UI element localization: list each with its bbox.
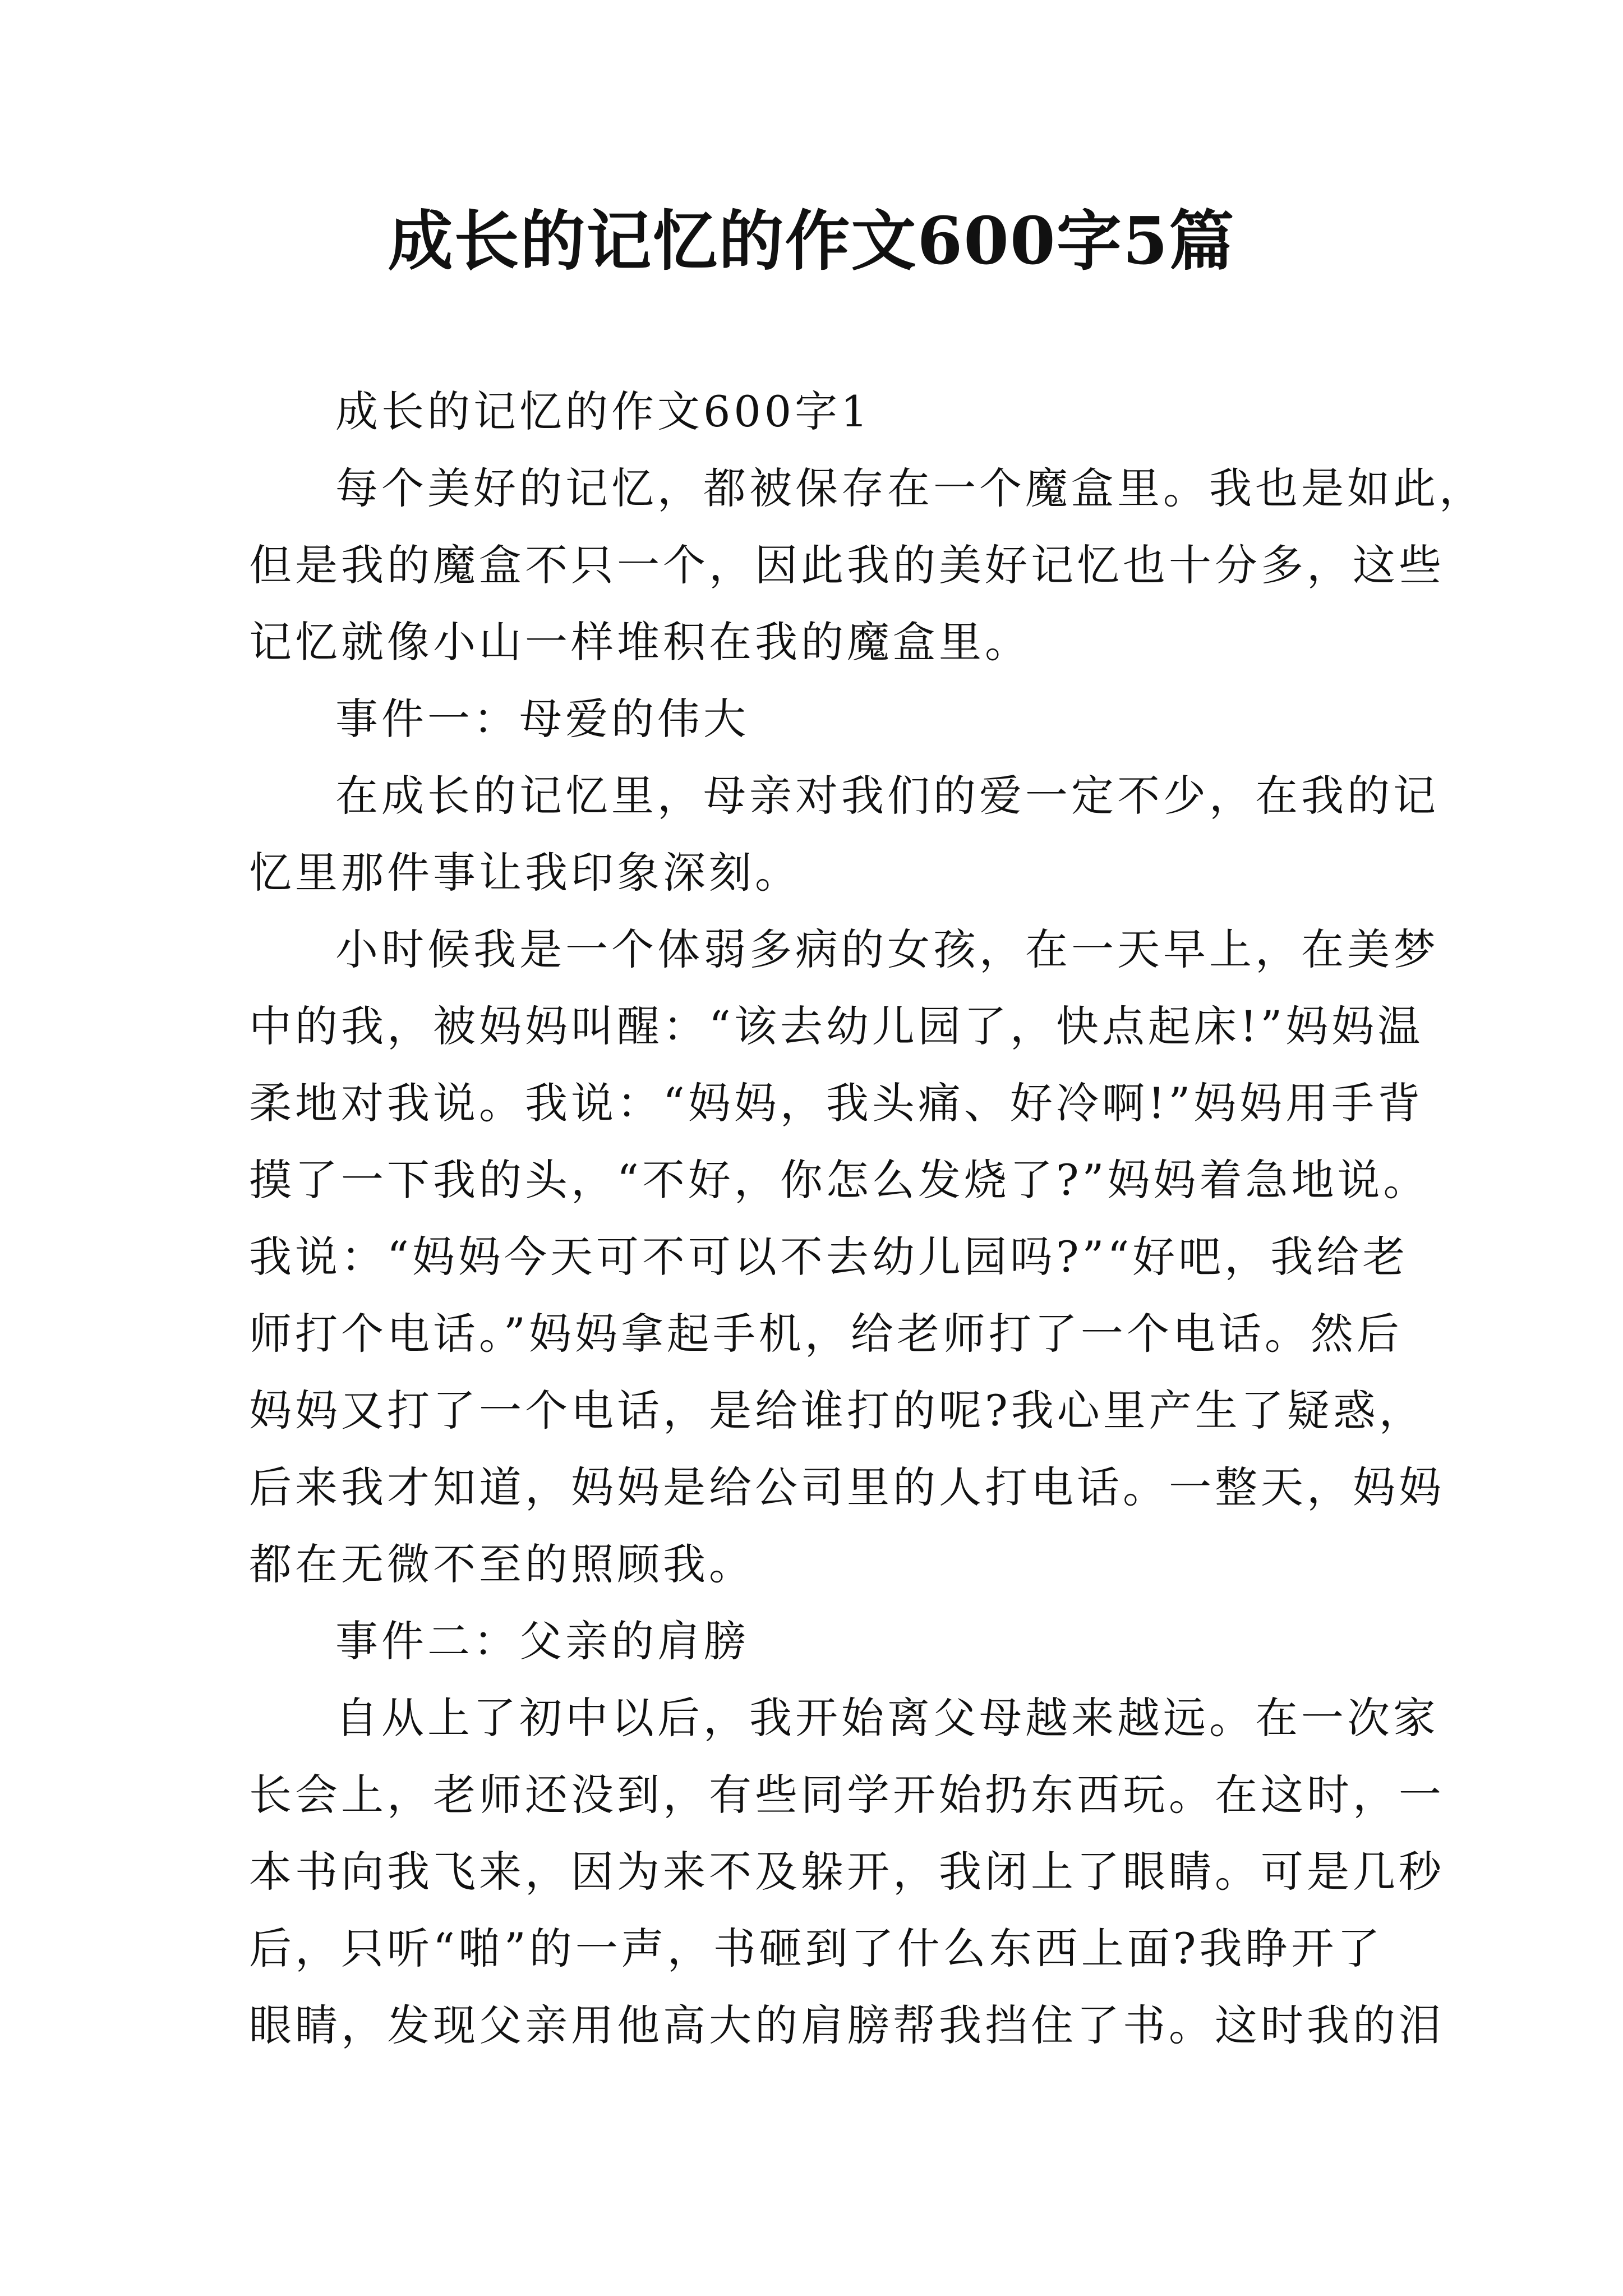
- text-line: 但是我的魔盒不只一个，因此我的美好记忆也十分多，这些: [249, 540, 1445, 590]
- text-line: 在成长的记忆里，母亲对我们的爱一定不少，在我的记: [335, 771, 1439, 821]
- text-line: 自从上了初中以后，我开始离父母越来越远。在一次家: [335, 1693, 1439, 1743]
- text-line: 事件二：父亲的肩膀: [335, 1616, 749, 1666]
- text-line: 柔地对我说。我说：“妈妈，我头痛、好冷啊!”妈妈用手背: [249, 1078, 1424, 1128]
- document-title: 成长的记忆的作文600字5篇: [388, 203, 1235, 279]
- text-line: 中的我，被妈妈叫醒：“该去幼儿园了，快点起床!”妈妈温: [249, 1001, 1424, 1051]
- section-heading: [249, 1603, 1379, 1680]
- text-line: 本书向我飞来，因为来不及躲开，我闭上了眼睛。可是几秒: [249, 1847, 1445, 1897]
- paragraph: [249, 757, 1439, 911]
- text-line: 我说：“妈妈今天可不可以不去幼儿园吗?”“好吧，我给老: [249, 1232, 1409, 1282]
- text-line: 师打个电话。”妈妈拿起手机，给老师打了一个电话。然后: [249, 1309, 1403, 1359]
- paragraph: [249, 1680, 1445, 2064]
- text-line: 后，只听“啪”的一声，书砸到了什么东西上面?我睁开了: [249, 1924, 1384, 1973]
- text-line: 小时候我是一个体弱多病的女孩，在一天早上，在美梦: [335, 924, 1439, 974]
- paragraph: [249, 911, 1445, 1603]
- text-line: 都在无微不至的照顾我。: [249, 1539, 755, 1589]
- text-line: 事件一：母爱的伟大: [335, 694, 749, 744]
- text-line: 忆里那件事让我印象深刻。: [249, 848, 801, 898]
- text-line: 妈妈又打了一个电话，是给谁打的呢?我心里产生了疑惑，: [249, 1386, 1425, 1435]
- text-line: 摸了一下我的头，“不好，你怎么发烧了?”妈妈着急地说。: [249, 1155, 1430, 1205]
- text-line: 眼睛，发现父亲用他高大的肩膀帮我挡住了书。这时我的泪: [249, 2000, 1445, 2050]
- text-line: 长会上，老师还没到，有些同学开始扔东西玩。在这时，一: [249, 1770, 1445, 1820]
- text-line: 成长的记忆的作文600字1: [335, 386, 872, 436]
- text-line: 记忆就像小山一样堆积在我的魔盒里。: [249, 617, 1031, 667]
- paragraph: [249, 450, 1485, 680]
- document-body: [249, 373, 1485, 2064]
- text-line: 后来我才知道，妈妈是给公司里的人打电话。一整天，妈妈: [249, 1462, 1445, 1512]
- essay-heading: [249, 373, 1379, 450]
- section-heading: [249, 680, 1379, 757]
- text-line: 每个美好的记忆，都被保存在一个魔盒里。我也是如此，: [335, 463, 1485, 513]
